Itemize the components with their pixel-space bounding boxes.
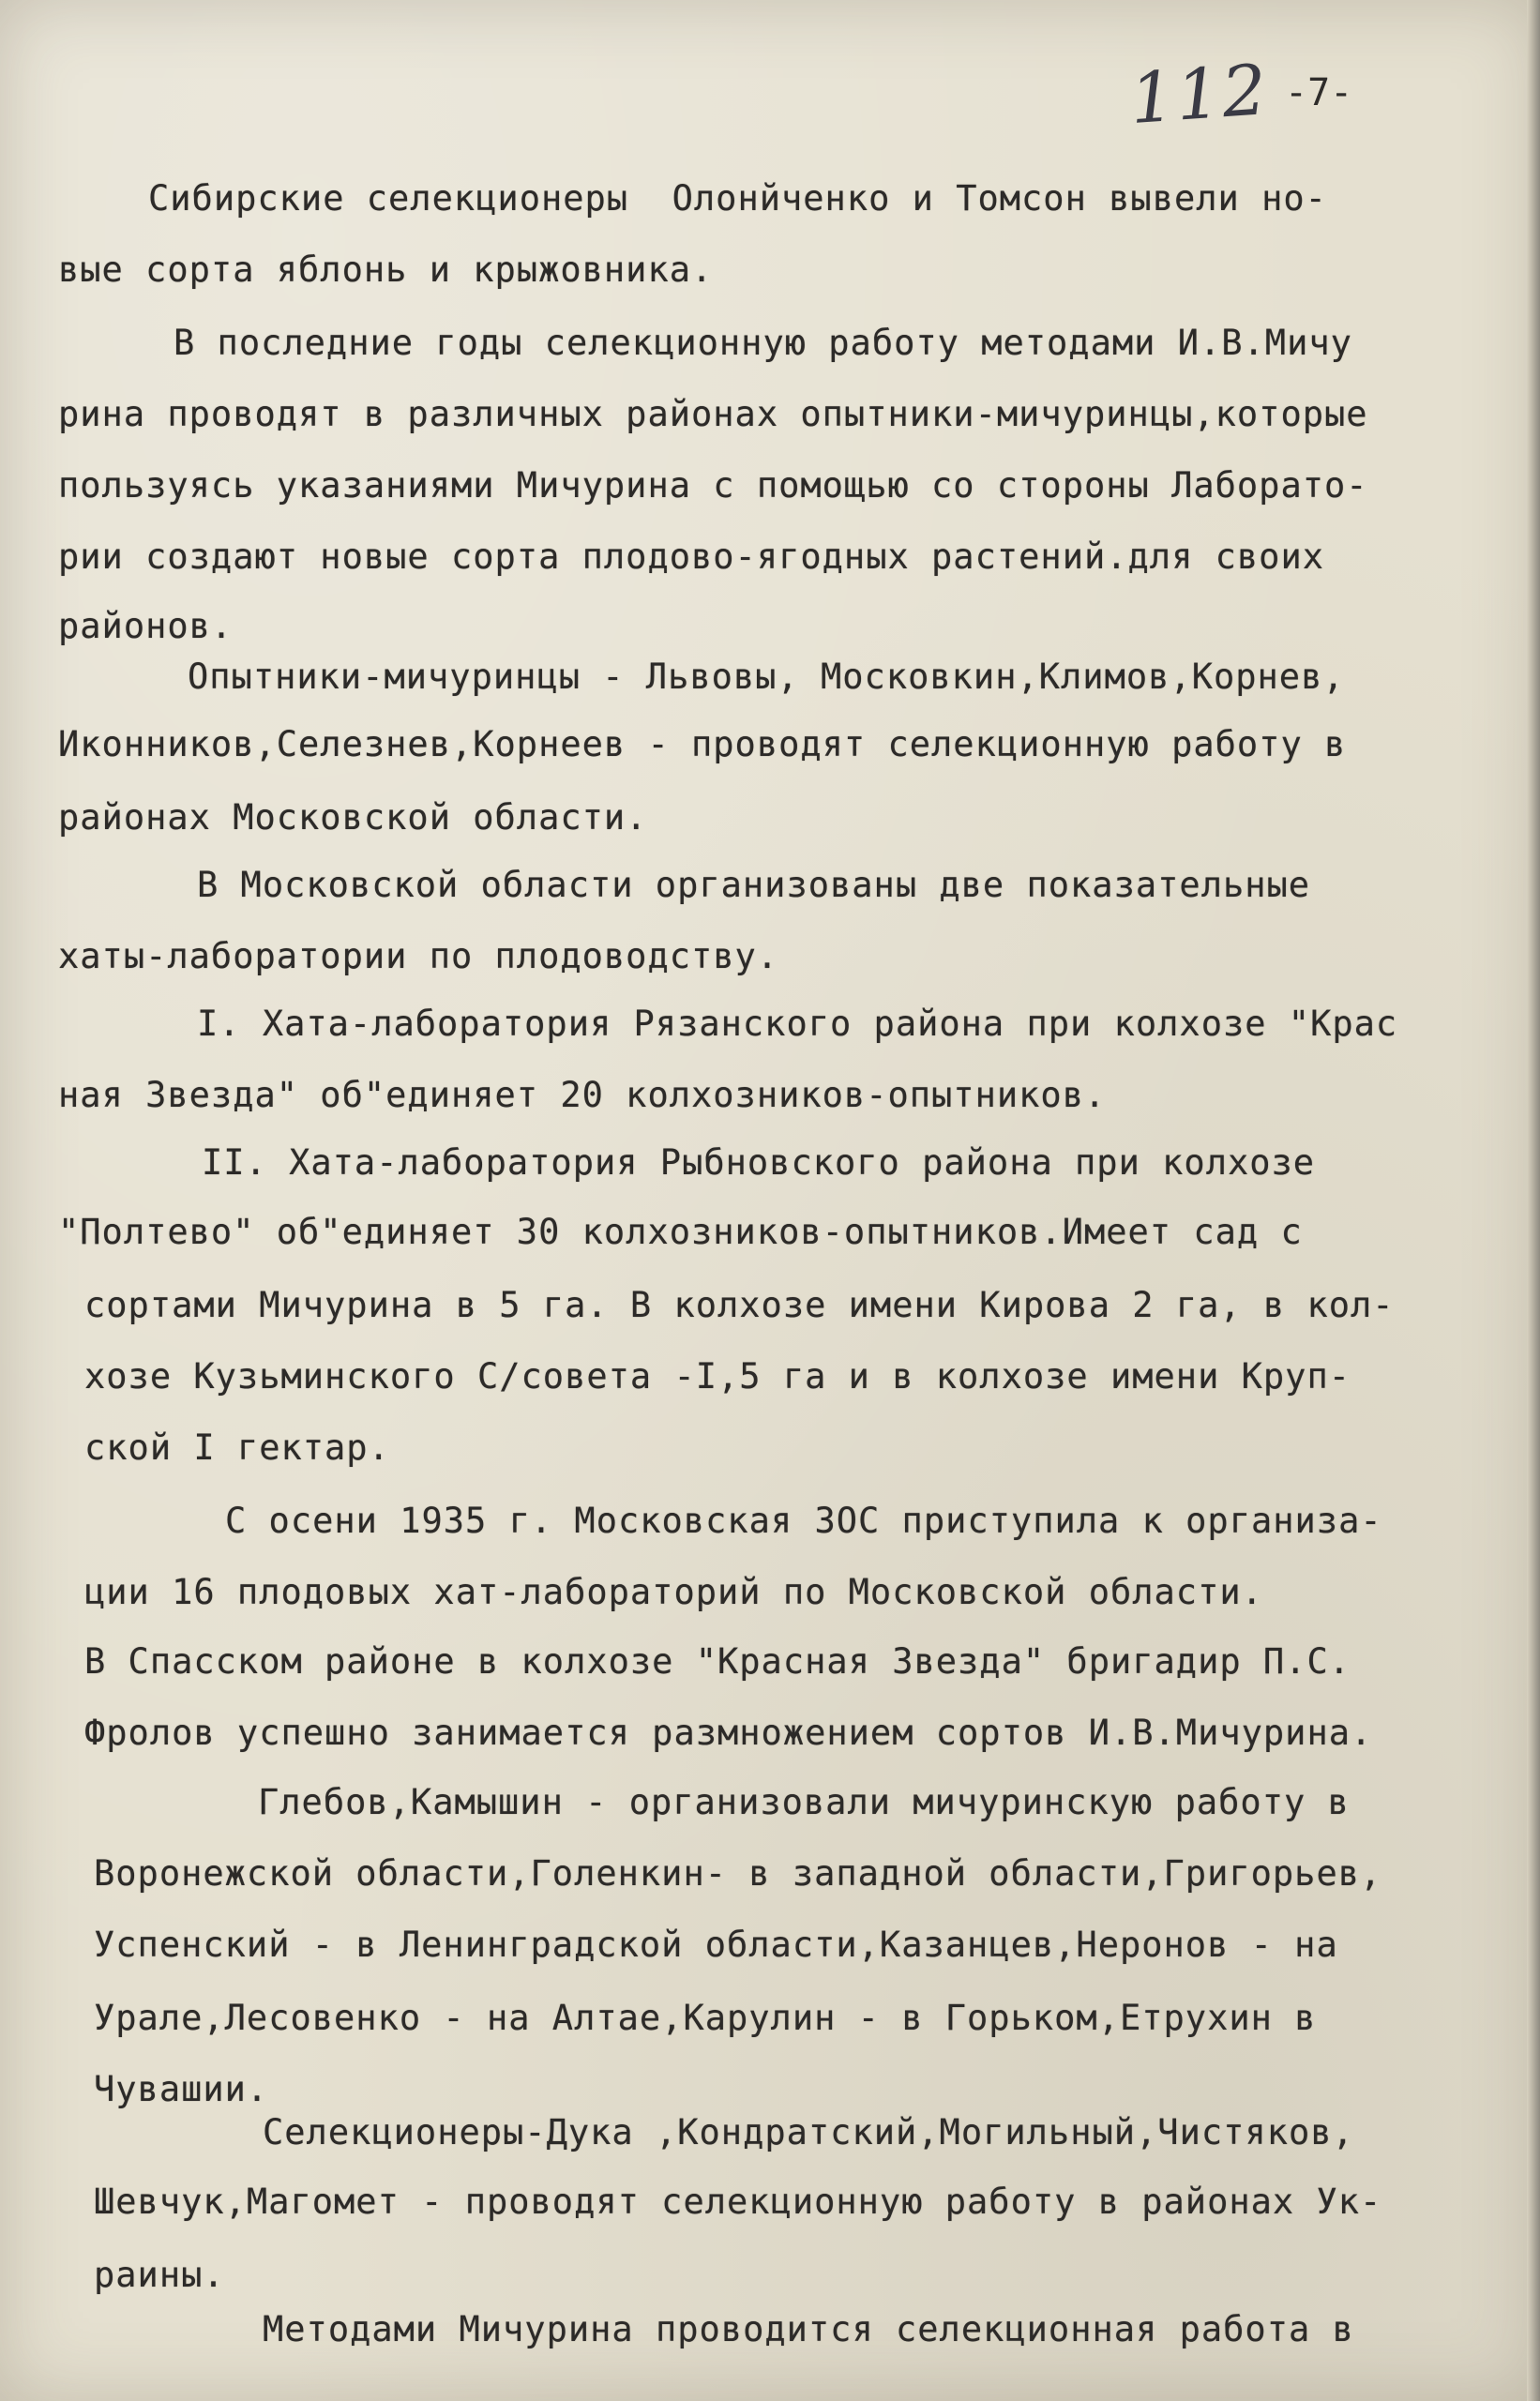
text-line: районах Московской области. bbox=[58, 797, 648, 838]
text-line: раины. bbox=[94, 2255, 225, 2295]
text-line: ции 16 плодовых хат-лабораторий по Московской области. bbox=[84, 1572, 1263, 1612]
text-line: Опытники-мичуринцы - Львовы, Московкин,Климов,Корнев, bbox=[188, 657, 1345, 697]
text-line: районов. bbox=[58, 606, 234, 646]
text-line: Воронежской области,Голенкин- в западной области,Григорьев, bbox=[94, 1853, 1382, 1894]
text-line: В Спасском районе в колхозе "Красная Звезда" бригадир П.С. bbox=[84, 1641, 1351, 1682]
text-line: Сибирские селекционеры Олонйченко и Томсон вывели но- bbox=[148, 178, 1327, 219]
text-line: В последние годы селекционную работу методами И.В.Мичу bbox=[174, 323, 1352, 363]
text-line: "Полтево" об"единяет 30 колхозников-опытников.Имеет сад с bbox=[58, 1212, 1303, 1252]
text-line: рина проводят в различных районах опытники-мичуринцы,которые bbox=[58, 394, 1368, 434]
text-line: Успенский - в Ленинградской области,Казанцев,Неронов - на bbox=[94, 1925, 1338, 1965]
text-line: I. Хата-лаборатория Рязанского района при колхозе "Крас bbox=[197, 1004, 1398, 1044]
text-line: Иконников,Селезнев,Корнеев - проводят селекционную работу в bbox=[58, 724, 1347, 764]
text-line: пользуясь указаниями Мичурина с помощью со стороны Лаборато- bbox=[58, 465, 1368, 506]
text-line: Фролов успешно занимается размножением сортов И.В.Мичурина. bbox=[84, 1713, 1373, 1753]
text-line: ная Звезда" об"единяет 20 колхозников-опытников. bbox=[58, 1075, 1107, 1115]
text-line: Селекционеры-Дука ,Кондратский,Могильный,Чистяков, bbox=[263, 2112, 1354, 2152]
text-line: Чувашии. bbox=[94, 2069, 269, 2109]
text-line: II. Хата-лаборатория Рыбновского района при колхозе bbox=[202, 1142, 1316, 1183]
text-line: Глебов,Камышин - организовали мичуринскую работу в bbox=[258, 1782, 1350, 1822]
text-line: Урале,Лесовенко - на Алтае,Карулин - в Горьком,Етрухин в bbox=[94, 1998, 1317, 2038]
text-line: вые сорта яблонь и крыжовника. bbox=[58, 249, 714, 290]
text-line: ской I гектар. bbox=[84, 1427, 390, 1468]
text-line: Шевчук,Магомет - проводят селекционную работу в районах Ук- bbox=[94, 2182, 1382, 2222]
text-line: В Московской области организованы две показательные bbox=[197, 865, 1311, 905]
text-line: рии создают новые сорта плодово-ягодных растений.для своих bbox=[58, 536, 1325, 577]
text-line: хаты-лаборатории по плодоводству. bbox=[58, 936, 779, 976]
text-line: хозе Кузьминского С/совета -I,5 га и в колхозе имени Круп- bbox=[84, 1356, 1351, 1397]
text-line: Методами Мичурина проводится селекционная работа в bbox=[263, 2309, 1354, 2349]
folio-number: 112 bbox=[1127, 49, 1272, 141]
page-number: -7- bbox=[1285, 71, 1353, 114]
text-line: сортами Мичурина в 5 га. В колхозе имени Кирова 2 га, в кол- bbox=[84, 1285, 1395, 1325]
text-line: С осени 1935 г. Московская ЗОС приступила к организа- bbox=[225, 1501, 1382, 1541]
